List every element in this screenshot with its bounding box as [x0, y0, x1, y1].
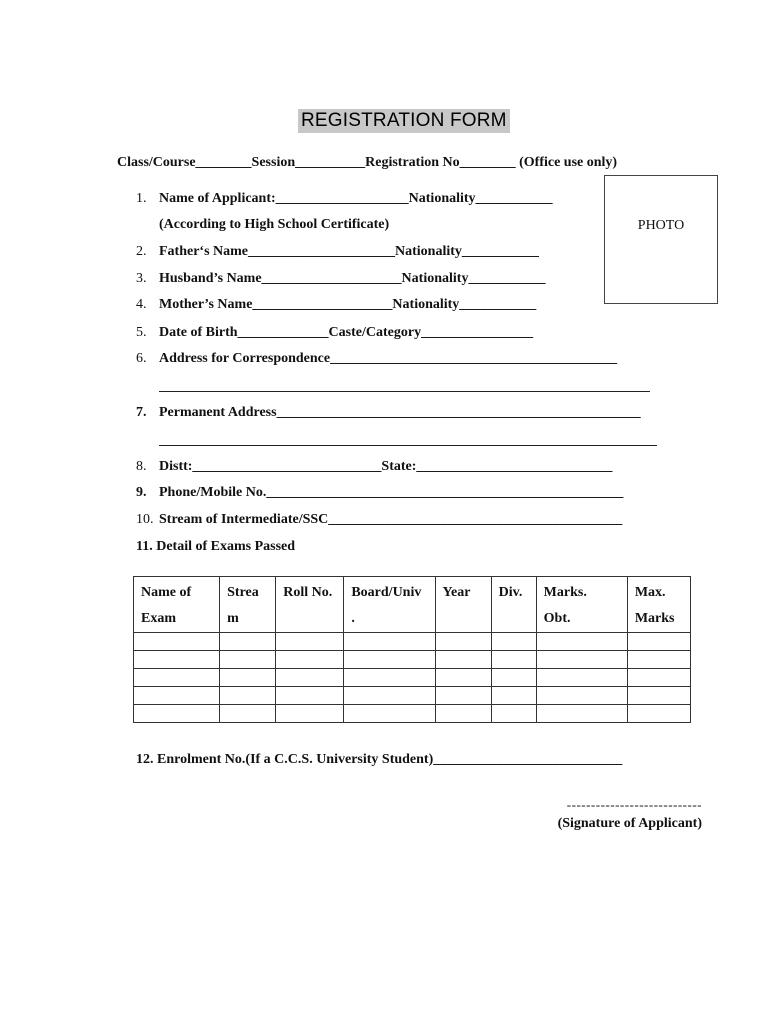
field-1-number: 1. [136, 191, 147, 206]
header-stream: Strea m [220, 577, 276, 633]
table-cell[interactable] [536, 705, 627, 723]
photo-label: PHOTO [637, 218, 685, 233]
table-cell[interactable] [627, 705, 690, 723]
table-cell[interactable] [435, 669, 491, 687]
table-cell[interactable] [220, 669, 276, 687]
table-cell[interactable] [134, 651, 220, 669]
table-cell[interactable] [491, 633, 536, 651]
exams-passed-table [133, 576, 691, 723]
husbands-name-field[interactable]: Husband’s Name____________________Nationality___________ [159, 271, 546, 286]
phone-mobile-field[interactable]: Phone/Mobile No.___________________________________________________ [159, 485, 624, 500]
distt-state-field[interactable]: Distt:___________________________State:____________________________ [159, 459, 613, 474]
table-cell[interactable] [491, 651, 536, 669]
field-10-number: 10. [136, 512, 154, 527]
table-cell[interactable] [491, 669, 536, 687]
table-cell[interactable] [536, 687, 627, 705]
table-cell[interactable] [276, 669, 344, 687]
table-cell[interactable] [627, 633, 690, 651]
table-cell[interactable] [627, 687, 690, 705]
table-cell[interactable] [491, 705, 536, 723]
header-board-univ: Board/Univ . [344, 577, 435, 633]
table-cell[interactable] [134, 669, 220, 687]
address-for-correspondence-field[interactable]: Address for Correspondence_________________________________________ [159, 351, 618, 366]
according-to-hsc-note: (According to High School Certificate) [159, 217, 390, 232]
signature-of-applicant-label: (Signature of Applicant) [557, 816, 702, 831]
header-marks-obt: Marks. Obt. [536, 577, 627, 633]
table-row [134, 651, 691, 669]
table-cell[interactable] [435, 705, 491, 723]
table-cell[interactable] [276, 651, 344, 669]
permanent-address-line-2[interactable] [159, 445, 657, 446]
table-cell[interactable] [134, 633, 220, 651]
date-of-birth-caste-field[interactable]: Date of Birth_____________Caste/Category________________ [159, 325, 534, 340]
signature-line[interactable]: ---------------------------- [566, 797, 702, 812]
detail-of-exams-heading: 11. Detail of Exams Passed [136, 539, 296, 554]
table-cell[interactable] [536, 651, 627, 669]
fathers-name-field[interactable]: Father‘s Name_____________________Nationality___________ [159, 244, 539, 259]
header-name-of-exam: Name of Exam [134, 577, 220, 633]
form-title: REGISTRATION FORM [298, 109, 510, 133]
table-cell[interactable] [435, 687, 491, 705]
table-cell[interactable] [344, 633, 435, 651]
table-cell[interactable] [276, 687, 344, 705]
header-max-marks: Max. Marks [627, 577, 690, 633]
table-row [134, 633, 691, 651]
table-cell[interactable] [220, 651, 276, 669]
field-3-number: 3. [136, 271, 147, 286]
field-7-number: 7. [136, 405, 147, 420]
permanent-address-field[interactable]: Permanent Address____________________________________________________ [159, 405, 641, 420]
header-roll-no: Roll No. [276, 577, 344, 633]
table-cell[interactable] [627, 669, 690, 687]
table-row [134, 687, 691, 705]
table-cell[interactable] [344, 669, 435, 687]
header-year: Year [435, 577, 491, 633]
field-8-number: 8. [136, 459, 147, 474]
table-cell[interactable] [134, 705, 220, 723]
table-cell[interactable] [344, 687, 435, 705]
field-5-number: 5. [136, 325, 147, 340]
table-cell[interactable] [220, 687, 276, 705]
table-row [134, 669, 691, 687]
field-6-number: 6. [136, 351, 147, 366]
field-4-number: 4. [136, 297, 147, 312]
photo-box [604, 175, 718, 304]
table-cell[interactable] [536, 669, 627, 687]
name-of-applicant-field[interactable]: Name of Applicant:___________________Nationality___________ [159, 191, 553, 206]
enrolment-no-field[interactable]: 12. Enrolment No.(If a C.C.S. University Student)___________________________ [136, 752, 623, 767]
table-cell[interactable] [276, 633, 344, 651]
table-header-row [134, 577, 691, 633]
field-9-number: 9. [136, 485, 147, 500]
table-cell[interactable] [344, 705, 435, 723]
table-cell[interactable] [435, 651, 491, 669]
table-row [134, 705, 691, 723]
field-2-number: 2. [136, 244, 147, 259]
class-session-registration-line: Class/Course________Session__________Registration No________ (Office use only) [117, 155, 618, 170]
table-cell[interactable] [134, 687, 220, 705]
table-cell[interactable] [536, 633, 627, 651]
table-cell[interactable] [276, 705, 344, 723]
table-cell[interactable] [435, 633, 491, 651]
mothers-name-field[interactable]: Mother’s Name____________________Nationality___________ [159, 297, 537, 312]
address-correspondence-line-2[interactable] [159, 391, 650, 392]
header-div: Div. [491, 577, 536, 633]
table-cell[interactable] [627, 651, 690, 669]
stream-of-intermediate-field[interactable]: Stream of Intermediate/SSC__________________________________________ [159, 512, 623, 527]
table-cell[interactable] [220, 705, 276, 723]
table-cell[interactable] [220, 633, 276, 651]
table-cell[interactable] [491, 687, 536, 705]
table-cell[interactable] [344, 651, 435, 669]
